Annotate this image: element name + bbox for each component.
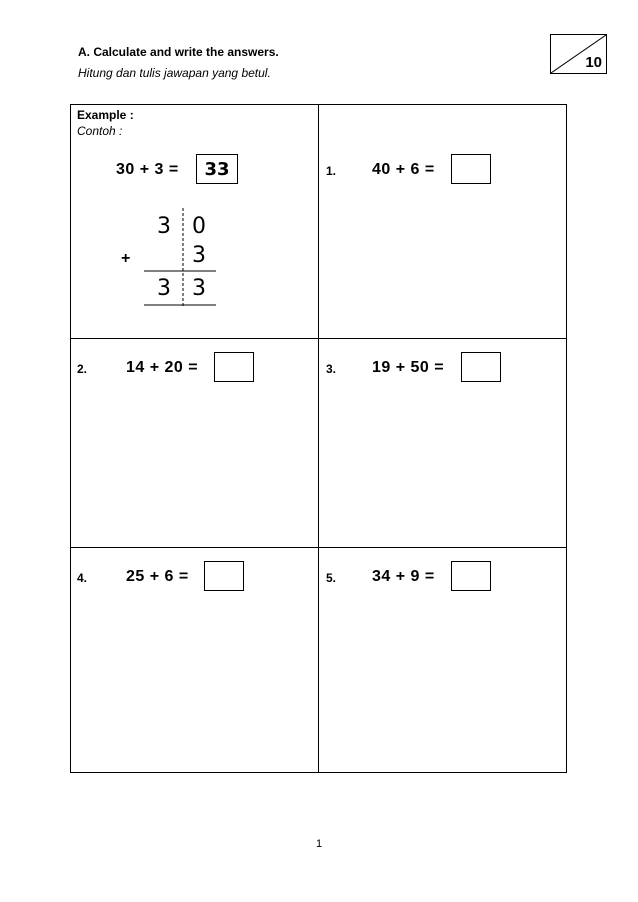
- page-number: 1: [315, 838, 323, 850]
- grid-divider-vertical: [318, 104, 319, 773]
- example-answer-box: [196, 154, 238, 184]
- question-number: 1.: [326, 164, 337, 178]
- question-expression: 40 + 6 =: [372, 161, 435, 178]
- section-title: A. Calculate and write the answers.: [78, 45, 279, 59]
- score-box: [550, 34, 607, 74]
- section-subtitle: Hitung dan tulis jawapan yang betul.: [78, 66, 271, 80]
- question-number: 5.: [326, 571, 337, 585]
- answer-box-3[interactable]: [461, 352, 501, 382]
- answer-box-5[interactable]: [451, 561, 491, 591]
- example-answer: 33: [204, 158, 230, 180]
- column-ones-2: 3: [192, 243, 206, 268]
- grid-divider-row-2: [70, 547, 567, 548]
- column-lines: [140, 205, 220, 310]
- answer-box-2[interactable]: [214, 352, 254, 382]
- question-expression: 19 + 50 =: [372, 359, 445, 376]
- column-result-tens: 3: [157, 276, 171, 301]
- score-total: 10: [585, 54, 602, 71]
- column-result-ones: 3: [192, 276, 206, 301]
- column-tens-1: 3: [157, 214, 171, 239]
- answer-box-4[interactable]: [204, 561, 244, 591]
- question-expression: 34 + 9 =: [372, 568, 435, 585]
- question-expression: 14 + 20 =: [126, 359, 199, 376]
- question-number: 2.: [77, 362, 88, 376]
- example-expression: 30 + 3 =: [116, 161, 179, 178]
- column-operator: +: [121, 250, 131, 267]
- example-label: Example :: [77, 108, 134, 122]
- question-number: 4.: [77, 571, 88, 585]
- column-ones-1: 0: [192, 214, 206, 239]
- grid-divider-row-1: [70, 338, 567, 339]
- question-number: 3.: [326, 362, 337, 376]
- question-expression: 25 + 6 =: [126, 568, 189, 585]
- answer-box-1[interactable]: [451, 154, 491, 184]
- example-label-translation: Contoh :: [77, 124, 123, 138]
